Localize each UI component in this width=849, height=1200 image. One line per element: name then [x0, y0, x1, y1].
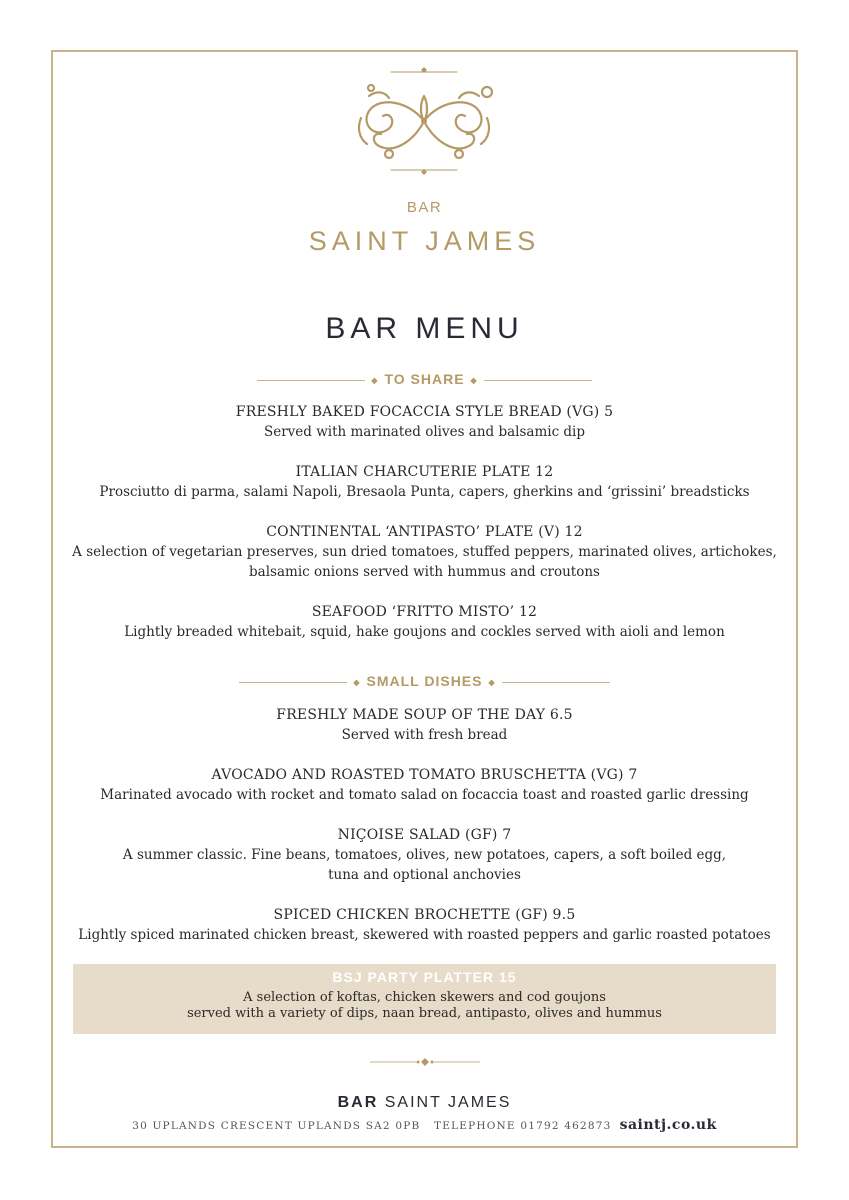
menu-item-name: FRESHLY MADE SOUP OF THE DAY 6.5: [276, 707, 573, 723]
diamond-ornament-icon: ◆: [371, 375, 379, 385]
party-platter-box: [73, 964, 776, 1034]
platter-description: A selection of koftas, chicken skewers and cod goujons served with a variety of dips, naan bread, antipasto, olives and hummus: [187, 990, 662, 1021]
menu-item: [0, 462, 849, 502]
menu-item-name: SPICED CHICKEN BROCHETTE (GF) 9.5: [273, 907, 576, 923]
platter-title: BSJ PARTY PLATTER 15: [332, 969, 517, 985]
menu-item-description: Prosciutto di parma, salami Napoli, Bresaola Punta, capers, gherkins and ‘grissini’ breadsticks: [99, 484, 750, 500]
menu-item-name: ITALIAN CHARCUTERIE PLATE 12: [295, 464, 554, 480]
menu-item: [0, 825, 849, 885]
diamond-ornament-icon: ◆: [353, 677, 361, 687]
menu-item-description: Served with fresh bread: [341, 727, 508, 743]
page-title: BAR MENU: [325, 312, 524, 345]
divider: [239, 682, 347, 683]
diamond-ornament-icon: ◆: [470, 375, 478, 385]
menu-item: [0, 522, 849, 582]
menu-item: [0, 602, 849, 642]
menu-item-description: Marinated avocado with rocket and tomato salad on focaccia toast and roasted garlic dressing: [100, 787, 749, 803]
menu-item-name: CONTINENTAL ‘ANTIPASTO’ PLATE (V) 12: [266, 524, 583, 540]
menu-item: [0, 765, 849, 805]
diamond-ornament-icon: ◆: [488, 677, 496, 687]
menu-item-description: A selection of vegetarian preserves, sun dried tomatoes, stuffed peppers, marinated olives, artichokes,: [72, 544, 777, 560]
menu-item: [0, 705, 849, 745]
brand-name: SAINT JAMES: [308, 226, 541, 256]
brand-small-label: BAR: [406, 199, 443, 216]
menu-item-name: FRESHLY BAKED FOCACCIA STYLE BREAD (VG) 5: [235, 404, 614, 420]
footer-address: 30 UPLANDS CRESCENT UPLANDS SA2 0PB TELEPHONE 01792 462873 saintj.co.uk: [132, 1117, 717, 1133]
menu-item-name: NIÇOISE SALAD (GF) 7: [337, 827, 512, 843]
divider: [502, 682, 610, 683]
section-heading-to-share: ◆ TO SHARE ◆: [0, 371, 849, 387]
divider: [257, 380, 365, 381]
menu-item-description: Served with marinated olives and balsamic dip: [263, 424, 586, 440]
menu-item: [0, 905, 849, 945]
website-link[interactable]: saintj.co.uk: [619, 1117, 717, 1133]
menu-item-description: balsamic onions served with hummus and croutons: [249, 564, 600, 580]
menu-item-name: SEAFOOD ‘FRITTO MISTO’ 12: [311, 604, 538, 620]
menu-item-name: AVOCADO AND ROASTED TOMATO BRUSCHETTA (VG) 7: [211, 767, 638, 783]
footer-ornament-icon: [370, 1057, 480, 1067]
divider: [484, 380, 592, 381]
menu-item-description: tuna and optional anchovies: [328, 867, 521, 883]
menu-item-description: Lightly breaded whitebait, squid, hake goujons and cockles served with aioli and lemon: [124, 624, 725, 640]
menu-item-description: Lightly spiced marinated chicken breast, skewered with roasted peppers and garlic roasted potatoes: [78, 927, 771, 943]
footer-brand: BAR SAINT JAMES: [337, 1094, 512, 1111]
menu-item: [0, 402, 849, 442]
menu-item-description: A summer classic. Fine beans, tomatoes, olives, new potatoes, capers, a soft boiled egg,: [122, 847, 727, 863]
section-heading-small-dishes: ◆ SMALL DISHES ◆: [0, 673, 849, 689]
ornamental-scroll-logo-icon: [349, 66, 499, 176]
